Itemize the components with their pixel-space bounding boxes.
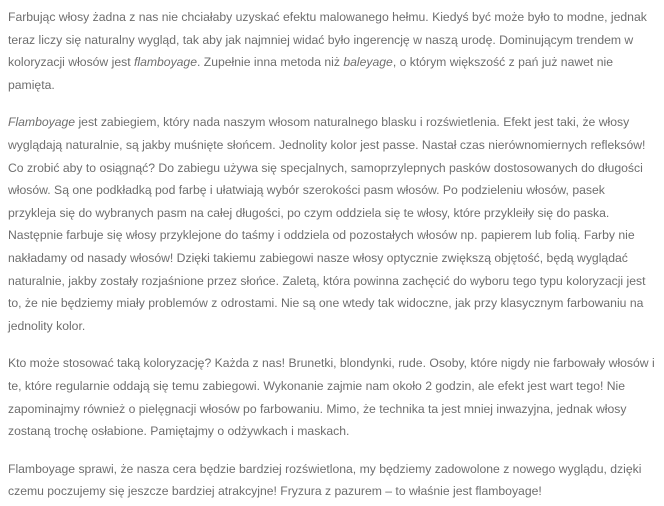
paragraph-text: Kto może stosować taką koloryzację? Każda z nas! Brunetki, blondynki, rude. Osoby, które nigdy nie farbowały włosów i te, które regularnie oddają się temu zabiegowi. Wykonanie zajmie nam około 2 godzin, ale efekt jest wart tego! Nie zapominajmy również o pielęgnacji włosów po farbowaniu. Mimo, że technika ta jest mniej inwazyjna, jednak włosy zostaną trochę osłabione. Pamiętajmy o odżywkach i maskach. [8,356,655,439]
paragraph-description [8,111,656,337]
paragraph-text: , o którym większość z pań już nawet nie pamięta. [8,55,613,92]
paragraph-intro [8,6,656,96]
paragraph-text: . Zupełnie inna metoda niż [197,55,344,70]
paragraph-text: Farbując włosy żadna z nas nie chciałaby uzyskać efektu malowanego hełmu. Kiedyś być może było to modne, jednak teraz liczy się naturalny wygląd, tak aby jak najmniej widać było ingerencję w naszą urodę. Dominującym trendem w koloryzacji włosów jest [8,10,647,70]
emphasis-flamboyage: Flamboyage [8,115,76,130]
paragraph-who [8,352,656,442]
paragraph-conclusion [8,458,656,503]
emphasis-flamboyage: flamboyage [133,55,197,70]
paragraph-text: Flamboyage sprawi, że nasza cera będzie bardziej rozświetlona, my będziemy zadowolone z nowego wyglądu, dzięki czemu poczujemy się jeszcze bardziej atrakcyjne! Fryzura z pazurem – to właśnie jest flamboyage! [8,461,642,499]
paragraph-text: jest zabiegiem, który nada naszym włosom naturalnego blasku i rozświetlenia. Efekt jest taki, że włosy wyglądają naturalnie, są jakby muśnięte słońcem. Jednolity kolor jest passe. Nastał czas nierównomiernych refleksów! Co zrobić aby to osiągnąć? Do zabiegu używa się specjalnych, samoprzylepnych pasków dostosowanych do długości włosów. Są one podkładką pod farbę i ułatwiają wybór szerokości pasm włosów. Po podzieleniu włosów, pasek przykleja się do wybranych pasm na całej długości, po czym oddziela się te włosy, które przykleiły się do paska. Następnie farbuje się włosy przyklejone do taśmy i oddziela od pozostałych włosów np. papierem lub folią. Farby nie nakładamy od nasady włosów! Dzięki takiemu zabiegowi nasze włosy optycznie zwiększą objętość, będą wyglądać naturalnie, jakby zostały rozjaśnione przez słońce. Zaletą, która powinna zachęcić do wyboru tego typu koloryzacji jest to, że nie będziemy miały problemów z odrostami. Nie są one wtedy tak widoczne, jak przy klasycznym farbowaniu na jednolity kolor. [8,115,646,333]
emphasis-baleyage: baleyage [343,55,393,70]
